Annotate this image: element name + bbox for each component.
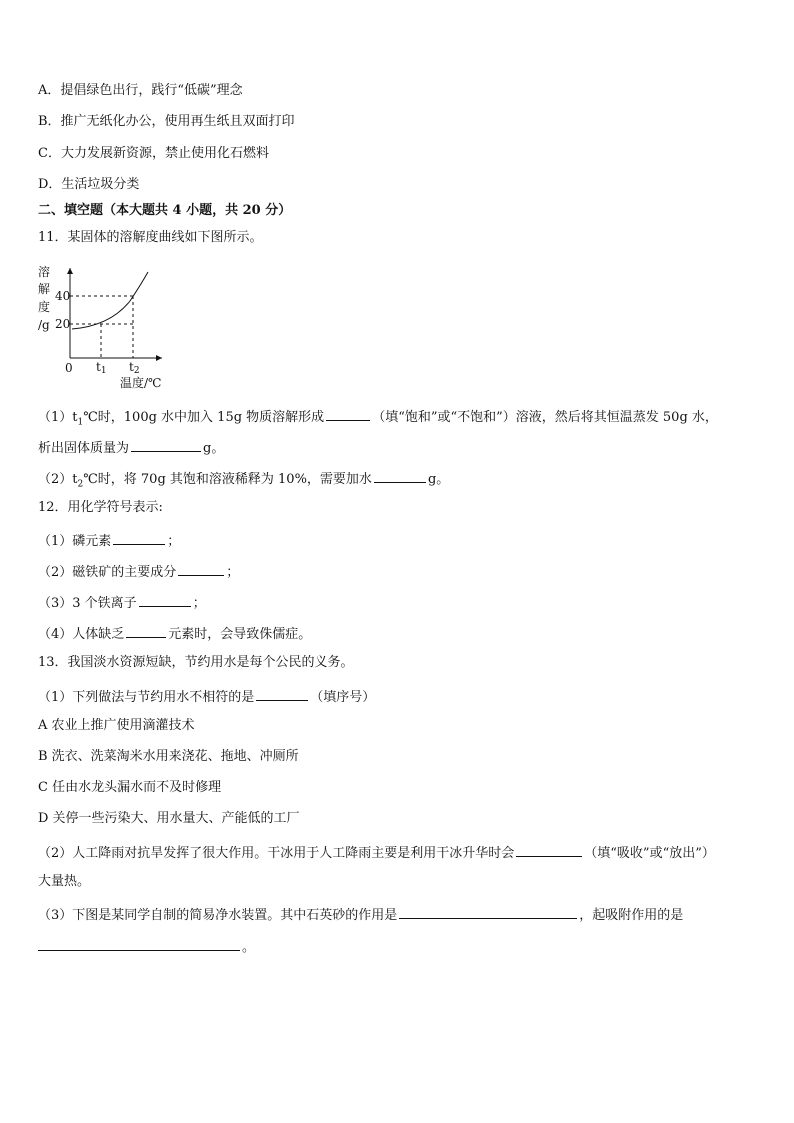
answer-blank[interactable] bbox=[126, 623, 166, 638]
q13-part3: （3）下图是某同学自制的简易净水装置。其中石英砂的作用是 ，起吸附作用的是 bbox=[38, 904, 683, 925]
q12-part3: （3）3 个铁离子 ； bbox=[38, 592, 206, 613]
answer-blank[interactable] bbox=[113, 530, 165, 545]
q11-part2: $(2)t_2℃$时，将 70g 其饱和溶液稀释为 10%，需要加水 g。 bbox=[38, 468, 449, 494]
answer-blank[interactable] bbox=[131, 437, 201, 452]
section-title: 二、填空题（本大题共 4 小题，共 20 分） bbox=[38, 203, 292, 218]
solubility-curve-graph bbox=[30, 256, 200, 394]
origin-label: 0 bbox=[65, 361, 73, 375]
option-d: D．生活垃圾分类 bbox=[38, 177, 140, 192]
answer-blank[interactable] bbox=[399, 904, 577, 919]
solubility-curve bbox=[72, 272, 148, 329]
x-label: 温度/℃ bbox=[120, 376, 162, 390]
q13-option-b: B 洗衣、洗菜淘米水用来浇花、拖地、冲厕所 bbox=[38, 749, 299, 764]
answer-blank[interactable] bbox=[178, 561, 224, 576]
t1-label: t1 bbox=[96, 360, 107, 376]
q13-part2-line2: 大量热。 bbox=[38, 874, 91, 889]
q11-part1: $(1)t_1℃$时，100g 水中加入 15g 物质溶解形成 （填“饱和”或“不饱和”）溶液，然后将其恒温蒸发 50g 水， bbox=[38, 406, 718, 432]
answer-blank[interactable] bbox=[326, 406, 370, 421]
y-label-1: 溶 bbox=[38, 265, 51, 279]
y-tick-40: 40 bbox=[55, 289, 71, 303]
q11-part1-line2: 析出固体质量为 g。 bbox=[38, 437, 224, 458]
q13-option-c: C 任由水龙头漏水而不及时修理 bbox=[38, 780, 222, 795]
q13-part2: （2）人工降雨对抗旱发挥了很大作用。干冰用于人工降雨主要是利用干冰升华时会 （填“吸收”或“放出”） bbox=[38, 842, 715, 863]
q13-option-a: A 农业上推广使用滴灌技术 bbox=[38, 718, 195, 733]
option-a: A．提倡绿色出行，践行“低碳”理念 bbox=[38, 83, 243, 98]
q13-option-d: D 关停一些污染大、用水量大、产能低的工厂 bbox=[38, 811, 300, 826]
option-c: C．大力发展新资源，禁止使用化石燃料 bbox=[38, 146, 269, 161]
q13-part3-line2: 。 bbox=[38, 936, 255, 957]
q11-stem: 11．某固体的溶解度曲线如下图所示。 bbox=[38, 230, 263, 245]
q12-stem: 12．用化学符号表示: bbox=[38, 500, 163, 515]
answer-blank[interactable] bbox=[256, 686, 308, 701]
y-label-4: /g bbox=[38, 318, 50, 332]
q12-part4: （4）人体缺乏 元素时，会导致侏儒症。 bbox=[38, 623, 311, 644]
q13-stem: 13．我国淡水资源短缺，节约用水是每个公民的义务。 bbox=[38, 655, 354, 670]
y-label-2: 解 bbox=[38, 282, 51, 296]
answer-blank[interactable] bbox=[374, 468, 426, 483]
answer-blank[interactable] bbox=[516, 842, 582, 857]
y-label-3: 度 bbox=[38, 300, 51, 314]
answer-blank[interactable] bbox=[38, 936, 240, 951]
t2-label: t2 bbox=[129, 360, 140, 376]
y-tick-20: 20 bbox=[55, 317, 71, 331]
q12-part2: （2）磁铁矿的主要成分 ； bbox=[38, 561, 239, 582]
q12-part1: （1）磷元素 ； bbox=[38, 530, 180, 551]
option-b: B．推广无纸化办公，使用再生纸且双面打印 bbox=[38, 114, 295, 129]
q13-part1: （1）下列做法与节约用水不相符的是 （填序号） bbox=[38, 686, 375, 707]
answer-blank[interactable] bbox=[139, 592, 191, 607]
